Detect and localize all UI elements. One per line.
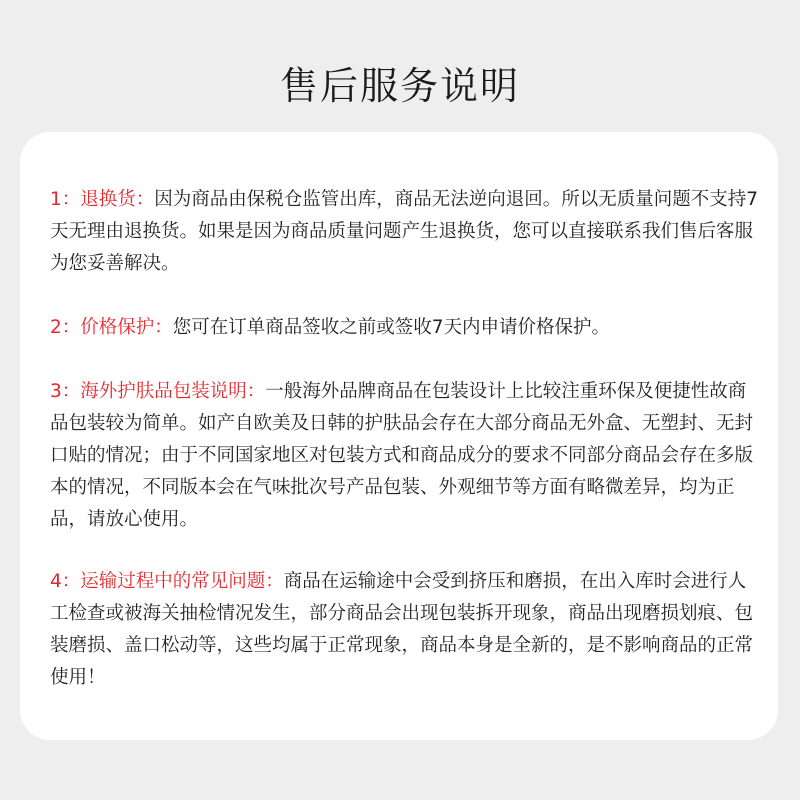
section-label: 4：运输过程中的常见问题： xyxy=(50,571,284,592)
section-packaging-note xyxy=(50,376,760,536)
section-price-protection xyxy=(50,312,760,344)
section-return-exchange xyxy=(50,184,760,280)
section-text: 因为商品由保税仓监管出库，商品无法逆向退回。所以无质量问题不支持7天无理由退换货。如果是因为商品质量问题产生退换货，您可以直接联系我们售后客服为您妥善解决。 xyxy=(50,189,759,274)
section-label: 3：海外护肤品包装说明： xyxy=(50,381,266,402)
section-text: 您可在订单商品签收之前或签收7天内申请价格保护。 xyxy=(172,317,611,338)
section-label: 2：价格保护： xyxy=(50,317,173,338)
section-shipping-issues xyxy=(50,566,760,694)
section-text: 商品在运输途中会受到挤压和磨损，在出入库时会进行人工检查或被海关抽检情况发生，部分商品会出现包装拆开现象，商品出现磨损划痕、包装磨损、盖口松动等，这些均属于正常现象，商品本身是全新的，是不影响商品的正常使用！ xyxy=(50,571,754,688)
section-label: 1：退换货： xyxy=(50,189,155,210)
page-title: 售后服务说明 xyxy=(279,64,520,108)
section-text: 一般海外品牌商品在包装设计上比较注重环保及便捷性故商品包装较为简单。如产自欧美及日韩的护肤品会存在大部分商品无外盒、无塑封、无封口贴的情况；由于不同国家地区对包装方式和商品成分的要求不同部分商品会存在多版本的情况，不同版本会在气味批次号产品包装、外观细节等方面有略微差异，均为正品，请放心使用。 xyxy=(50,381,754,530)
